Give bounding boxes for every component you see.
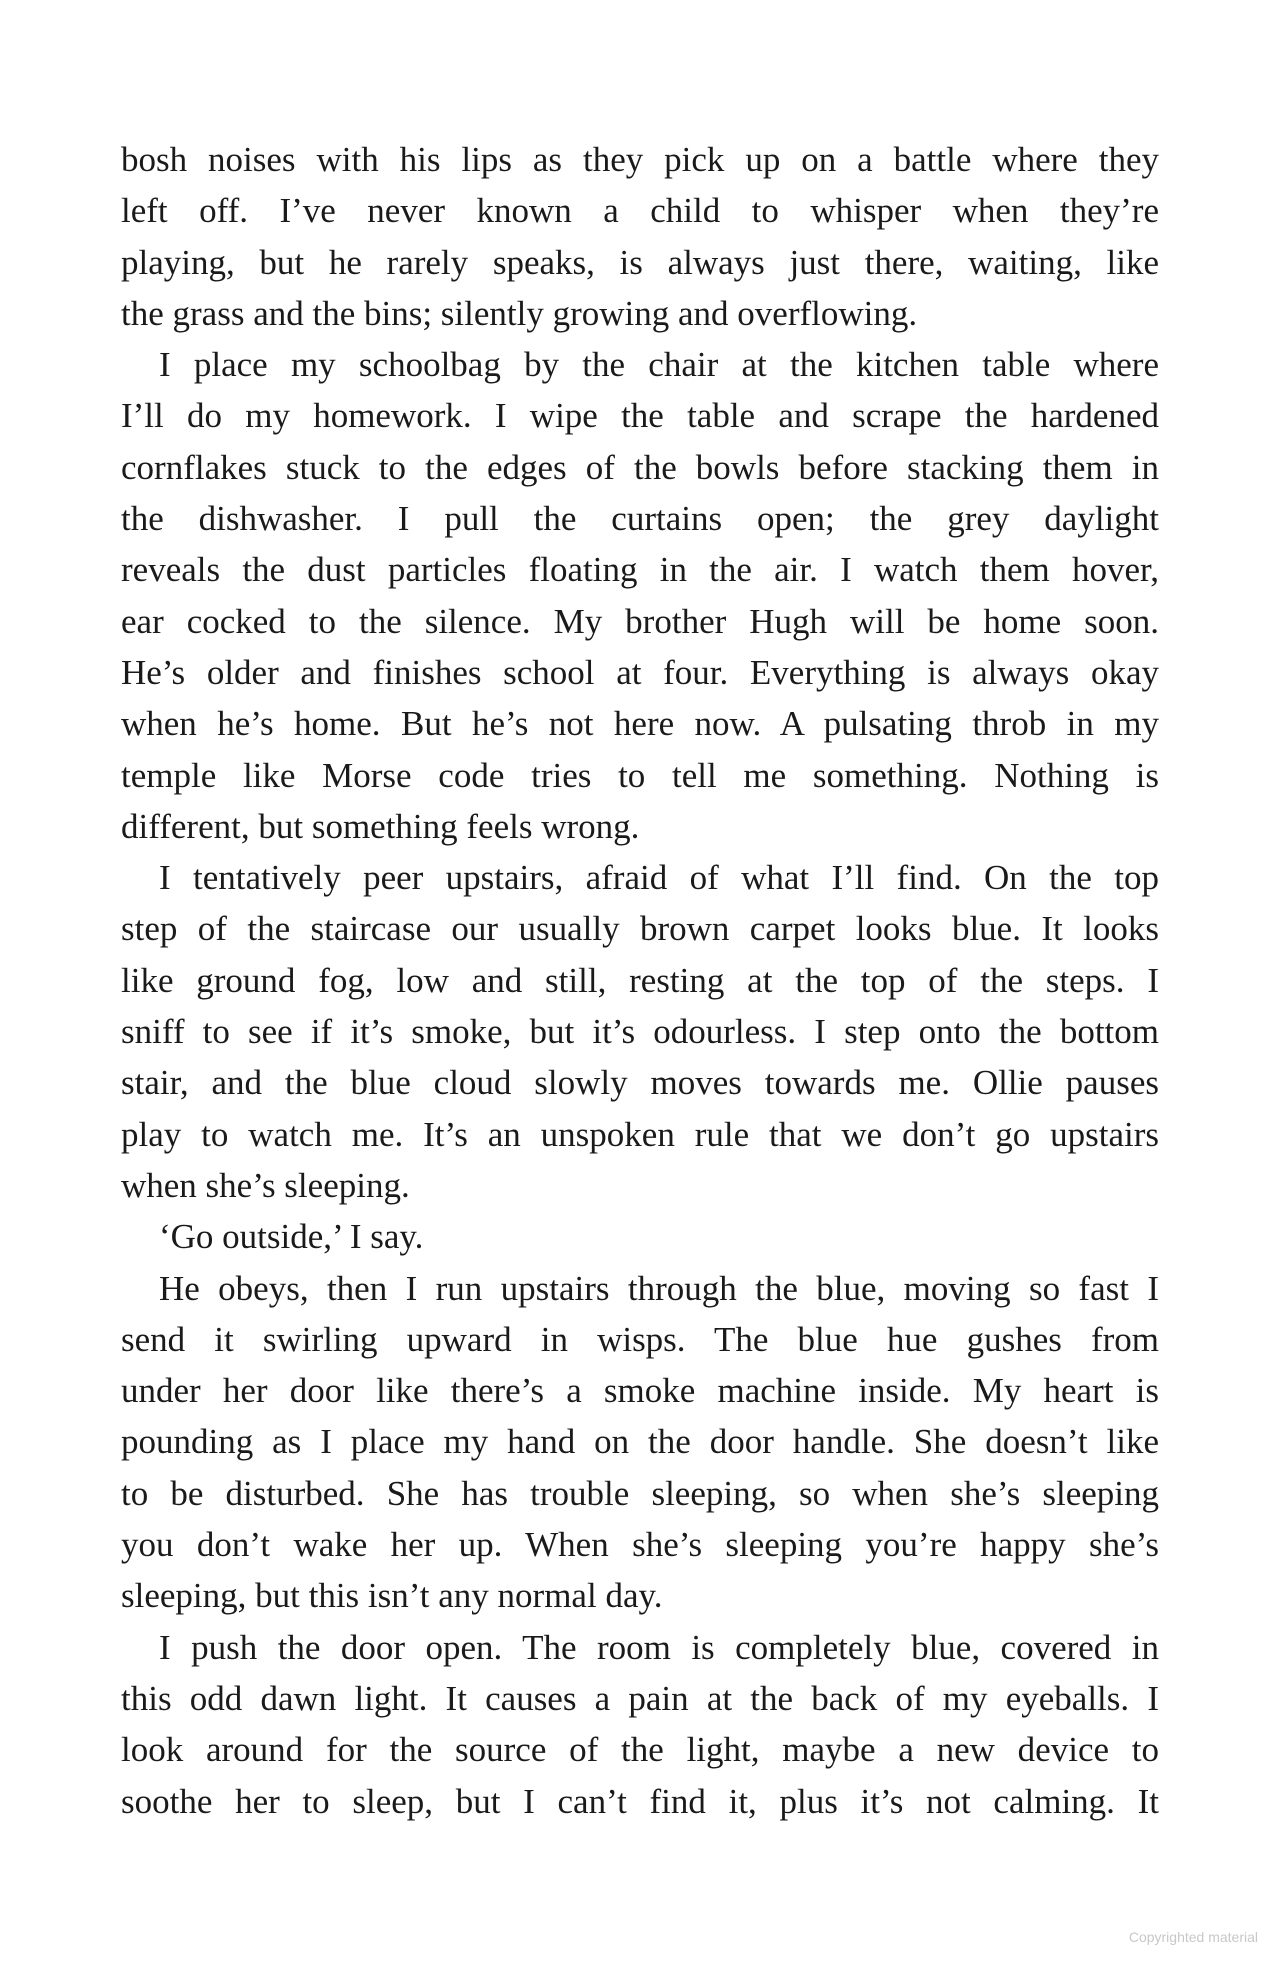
text-line: when she’s sleeping. (121, 1165, 410, 1205)
text-line: left off. I’ve never known a child to whisper when they’re (121, 191, 1159, 231)
text-line: stair, and the blue cloud slowly moves towards me. Ollie pauses (121, 1063, 1159, 1103)
text-line: pounding as I place my hand on the door handle. She doesn’t like (121, 1422, 1159, 1462)
text-line: sniff to see if it’s smoke, but it’s odourless. I step onto the bottom (121, 1012, 1159, 1052)
text-line: ear cocked to the silence. My brother Hugh will be home soon. (121, 601, 1159, 641)
text-line: look around for the source of the light, maybe a new device to (121, 1730, 1159, 1770)
text-line: I’ll do my homework. I wipe the table and scrape the hardened (121, 396, 1159, 436)
text-line: different, but something feels wrong. (121, 806, 640, 846)
text-line: to be disturbed. She has trouble sleeping, so when she’s sleeping (121, 1473, 1159, 1513)
text-line: reveals the dust particles floating in the air. I watch them hover, (121, 550, 1159, 590)
text-line: step of the staircase our usually brown carpet looks blue. It looks (121, 909, 1159, 949)
text-line: temple like Morse code tries to tell me something. Nothing is (121, 755, 1159, 795)
book-page-text (121, 134, 1159, 1827)
text-line: I place my schoolbag by the chair at the kitchen table where (159, 345, 1159, 385)
text-line: this odd dawn light. It causes a pain at the back of my eyeballs. I (121, 1678, 1159, 1718)
text-line: when he’s home. But he’s not here now. A pulsating throb in my (121, 704, 1159, 744)
text-line: playing, but he rarely speaks, is always just there, waiting, like (121, 242, 1159, 282)
copyright-watermark: Copyrighted material (1128, 1929, 1258, 1945)
text-line: you don’t wake her up. When she’s sleeping you’re happy she’s (121, 1525, 1159, 1565)
text-line: He obeys, then I run upstairs through the blue, moving so fast I (159, 1268, 1159, 1308)
text-line: He’s older and finishes school at four. Everything is always okay (121, 652, 1159, 692)
text-line: I push the door open. The room is completely blue, covered in (159, 1627, 1159, 1667)
text-line: play to watch me. It’s an unspoken rule that we don’t go upstairs (121, 1114, 1159, 1154)
text-line: send it swirling upward in wisps. The blue hue gushes from (121, 1319, 1159, 1359)
text-line: ‘Go outside,’ I say. (159, 1217, 424, 1257)
text-line: under her door like there’s a smoke machine inside. My heart is (121, 1371, 1159, 1411)
text-line: bosh noises with his lips as they pick up on a battle where they (121, 140, 1159, 179)
text-line: I tentatively peer upstairs, afraid of what I’ll find. On the top (159, 858, 1159, 898)
text-line: soothe her to sleep, but I can’t find it, plus it’s not calming. It (121, 1781, 1159, 1821)
text-line: the grass and the bins; silently growing and overflowing. (121, 293, 918, 333)
text-line: like ground fog, low and still, resting at the top of the steps. I (121, 960, 1159, 1000)
text-line: the dishwasher. I pull the curtains open; the grey daylight (121, 499, 1159, 539)
text-line: cornflakes stuck to the edges of the bowls before stacking them in (121, 447, 1159, 487)
text-line: sleeping, but this isn’t any normal day. (121, 1576, 663, 1616)
